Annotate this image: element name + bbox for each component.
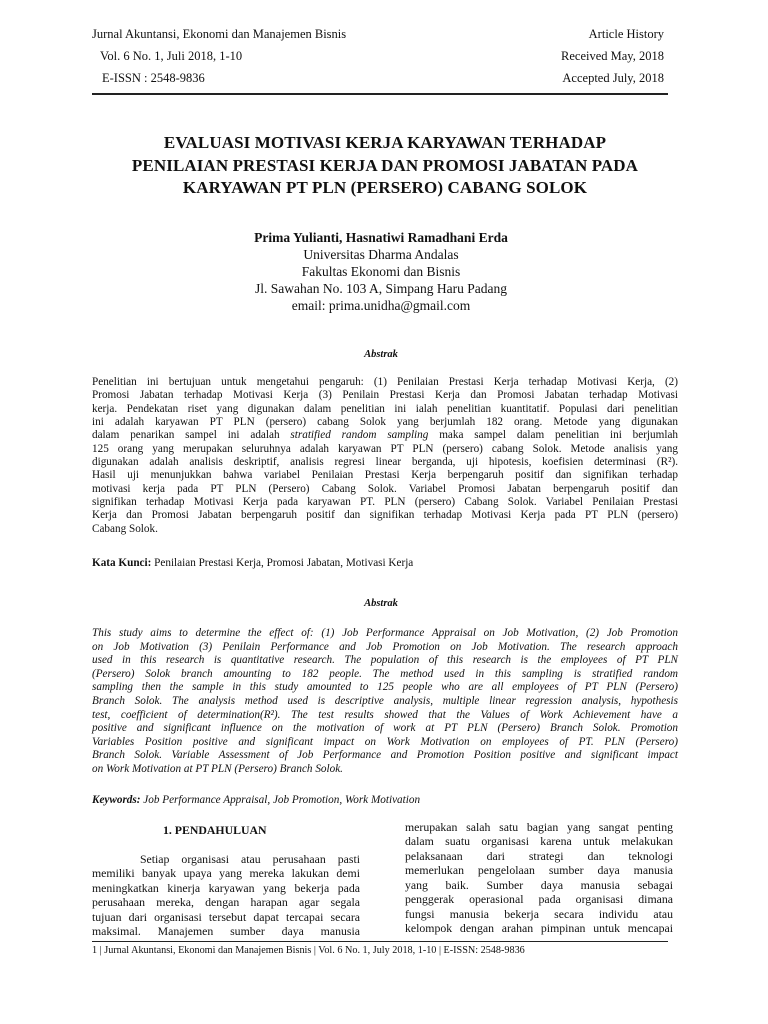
body-line: pelaksanaan dari strategi dan teknologi (405, 848, 673, 863)
body-line: memiliki banyak upaya yang mereka lakukan demi (92, 866, 360, 881)
address: Jl. Sawahan No. 103 A, Simpang Haru Padang (255, 281, 507, 296)
body-line: fungsi manusia bekerja secara individu atau (405, 906, 673, 921)
abstract-line: motivasi kerja pada PT PLN (Persero) Cabang Solok. Variabel Promosi Jabatan berpengaruh positif dan (92, 482, 678, 495)
body-column-left (92, 852, 360, 939)
abstract-line: digunakan adalah analisis deskriptif, analisis regresi linear berganda, uji hipotesis, koefisien determinasi (R²). (92, 456, 678, 469)
abstract-heading-id: Abstrak (364, 349, 398, 360)
abstract-line: Hasil uji menunjukkan bahwa variabel Penilaian Prestasi Kerja berpengaruh positif dan signifikan terhadap (92, 469, 678, 482)
abstract-body-en (92, 627, 678, 777)
abstract-line: 125 orang yang merupakan seluruhnya adalah karyawan PT PLN (persero) cabang Solok. Metode analisis yang (92, 442, 678, 455)
title-line: PENILAIAN PRESTASI KERJA DAN PROMOSI JABATAN PADA (131, 155, 639, 175)
accepted-date: Accepted July, 2018 (562, 71, 664, 85)
body-line: memerlukan pengelolaan sumber daya manusia (405, 863, 673, 878)
body-line: perusahaan mereka, dengan harapan agar segala (92, 895, 360, 910)
abstract-line: used in this research is quantitative research. The population of this research is the employees of PT PLN (92, 654, 678, 667)
abstract-line: test, coefficient of determination(R²). The test results showed that the Values of Work Achievement have a (92, 708, 678, 721)
abstract-line: Kerja dan Promosi Jabatan berpengaruh positif dan signifikan terhadap Motivasi Kerja pada PT PLN (persero) (92, 509, 678, 522)
section-heading: 1. PENDAHULUAN (163, 823, 267, 837)
issn: E-ISSN : 2548-9836 (102, 71, 205, 85)
keywords-en (92, 793, 420, 807)
body-line: kelompok dengan arahan pimpinan untuk mencapai (405, 921, 673, 936)
abstract-line: on Job Motivation (3) Penilain Performance and Job Promotion on Job Motivation. The research approach (92, 640, 678, 653)
volume-info: Vol. 6 No. 1, Juli 2018, 1-10 (100, 49, 243, 63)
abstract-line: Promosi Jabatan terhadap Motivasi Kerja (3) Penilain Prestasi Kerja dan Promosi Jabatan terhadap Motivasi (92, 389, 678, 402)
abstract-heading-en: Abstrak (364, 598, 398, 609)
abstract-line: kerja. Pendekatan riset yang digunakan dalam penelitian ini ialah penelitian kuantitatif. Populasi dari penelitian (92, 402, 678, 415)
abstract-line: Penelitian ini bertujuan untuk mengetahui pengaruh: (1) Penilaian Prestasi Kerja terhadap Motivasi Kerja, (2) (92, 376, 678, 388)
article-history-label: Article History (588, 27, 664, 41)
title-line: KARYAWAN PT PLN (PERSERO) CABANG SOLOK (182, 178, 588, 197)
body-column-right (405, 820, 673, 936)
keywords-text: Penilaian Prestasi Kerja, Promosi Jabatan, Motivasi Kerja (151, 557, 414, 569)
abstract-line: Branch Solok. The analysis method used is descriptive analysis, multiple linear regression analysis, hypothesis (92, 694, 678, 707)
abstract-line: sampling then the sample in this study amounted to 125 people who are all employees of PT PLN (Persero) (92, 681, 678, 694)
body-line: penggerak operasional pada organisasi dimana (405, 892, 673, 907)
body-line: maksimal. Manajemen sumber daya manusia (92, 924, 360, 939)
journal-name: Jurnal Akuntansi, Ekonomi dan Manajemen Bisnis (92, 27, 347, 41)
affiliation (92, 246, 670, 314)
abstract-line: dalam penarikan sampel ini adalah stratified random sampling maka sampel dalam penelitian ini berjumlah (92, 429, 679, 442)
abstract-line: This study aims to determine the effect of: (1) Job Performance Appraisal on Job Motivation, (2) Job Promotion (92, 627, 678, 639)
body-line: Setiap organisasi atau perusahaan pasti (92, 852, 360, 866)
received-date: Received May, 2018 (561, 49, 664, 63)
email: email: prima.unidha@gmail.com (291, 298, 471, 313)
body-line: meningkatkan kinerja karyawan yang bekerja pada (92, 880, 360, 895)
abstract-line: Branch Solok. Variable Assessment of Job Performance and Promotion Position positive and significant impact (92, 749, 678, 762)
body-line: yang baik. Sumber daya manusia sebagai (405, 877, 673, 892)
keywords-label: Keywords: (92, 794, 141, 806)
keywords-text: Job Performance Appraisal, Job Promotion, Work Motivation (140, 794, 421, 806)
authors: Prima Yulianti, Hasnatiwi Ramadhani Erda (254, 230, 508, 245)
abstract-line: Variables Position positive and significant impact on Work Motivation on employees of PT. PLN (Persero) (92, 735, 678, 748)
keywords-label: Kata Kunci: (92, 557, 152, 569)
body-line: merupakan salah satu bagian yang sangat penting (405, 820, 673, 834)
keywords-id (92, 556, 413, 570)
abstract-line: (Persero) Solok branch amounting to 182 people. The method used in this sampling is stratified random (92, 667, 678, 680)
abstract-line: signifikan terhadap Motivasi Kerja pada karyawan PT. PLN (persero) Cabang Solok. Variabel Penilaian Prestasi (92, 496, 678, 509)
faculty: Fakultas Ekonomi dan Bisnis (301, 264, 461, 279)
body-line: tujuan dari organisasi tersebut dapat tercapai secara (92, 909, 360, 924)
university: Universitas Dharma Andalas (303, 247, 459, 262)
body-line: dalam suatu organisasi karena untuk melakukan (405, 834, 673, 849)
abstract-line: ini adalah karyawan PT PLN (persero) cabang Solok yang berjumlah 182 orang. Metode yang digunakan (92, 416, 678, 429)
title-line: EVALUASI MOTIVASI KERJA KARYAWAN TERHADAP (163, 133, 607, 152)
abstract-line: positive and significant influence on the motivation of work at PT PLN (Persero) Branch Solok. Promotion (92, 722, 678, 735)
article-title (100, 132, 670, 200)
abstract-body-id (92, 376, 678, 536)
footer-divider (92, 941, 668, 942)
page-footer: 1 | Jurnal Akuntansi, Ekonomi dan Manajemen Bisnis | Vol. 6 No. 1, July 2018, 1-10 | E-ISSN: 2548-9836 (92, 945, 525, 956)
abstract-line: Cabang Solok. (92, 522, 158, 535)
abstract-line: on Work Motivation at PT PLN (Persero) Branch Solok. (92, 762, 343, 775)
header-divider (92, 93, 668, 95)
